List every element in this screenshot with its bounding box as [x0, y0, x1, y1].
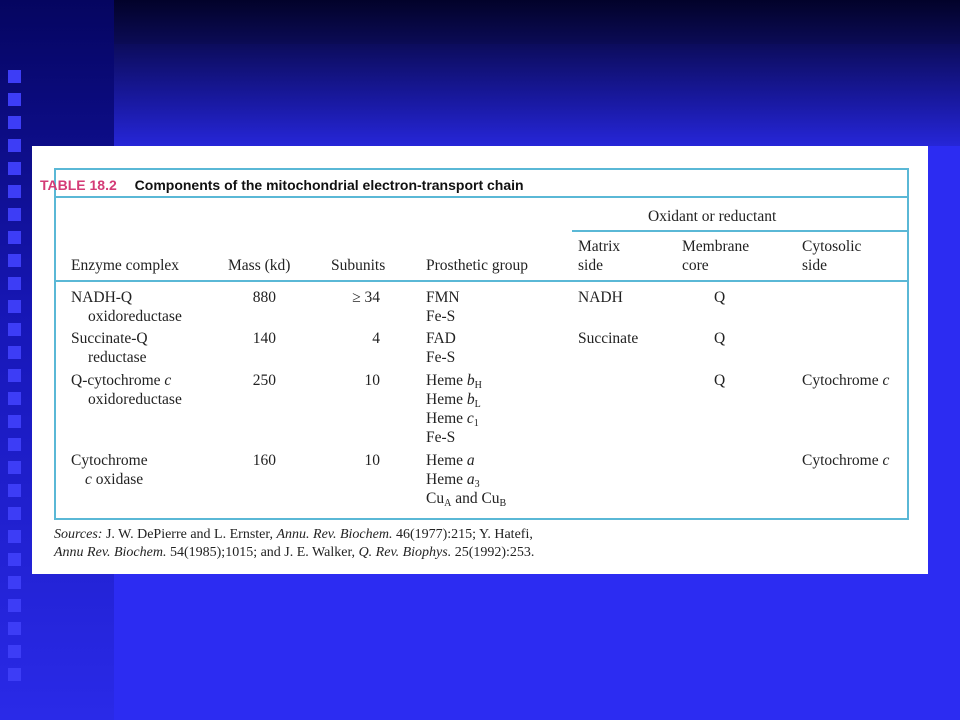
row4-prosthetic-3: $Cu_A$ and $Cu_B$	[426, 490, 507, 509]
decorative-square	[8, 162, 21, 175]
decorative-square	[8, 553, 21, 566]
header-enzyme: Enzyme complex	[71, 257, 180, 274]
decorative-square	[8, 461, 21, 474]
row3-cytosolic: Cytochrome c	[802, 372, 890, 389]
decorative-square	[8, 323, 21, 336]
row4-mass: 160	[252, 452, 276, 469]
row4-enzyme-line1: Cytochrome	[71, 452, 148, 469]
slide-background	[114, 44, 960, 146]
table-sources: Sources: J. W. DePierre and L. Ernster, Annu. Rev. Biochem. 46(1977):215; Y. Hatefi, Annu Rev. Biochem. 54(1985);1015; and J. E. Walker, Q. Rev. Biophys. 25(1992):253.	[54, 527, 535, 560]
row1-mass: 880	[252, 289, 276, 306]
header-prosthetic: Prosthetic group	[426, 257, 529, 274]
header-mass: Mass (kd)	[228, 257, 291, 274]
decorative-squares	[8, 70, 26, 691]
row4-enzyme-line2: c oxidase	[85, 471, 144, 488]
group-header: Oxidant or reductant	[648, 208, 777, 225]
row3-subunits: 10	[364, 372, 380, 389]
row1-prosthetic-2: Fe-S	[426, 308, 456, 325]
table-label: TABLE 18.2	[40, 177, 117, 193]
row4-prosthetic	[426, 451, 506, 508]
header-matrix-line1: Matrix	[578, 238, 621, 255]
row1-prosthetic	[426, 288, 460, 326]
decorative-square	[8, 438, 21, 451]
row3-membrane: Q	[714, 372, 726, 389]
header-cytosolic-line1: Cytosolic	[802, 238, 862, 255]
row3-prosthetic-3: Heme $c_1$	[426, 410, 479, 429]
row2-enzyme-line1: Succinate-Q	[71, 330, 148, 347]
row3-prosthetic	[426, 371, 482, 447]
rule-header	[54, 280, 909, 282]
row3-prosthetic-1: Heme $b_H$	[426, 372, 482, 391]
slide-top-band	[0, 0, 960, 44]
header-membrane	[682, 237, 749, 275]
row3-mass: 250	[252, 372, 276, 389]
header-membrane-line1: Membrane	[682, 238, 750, 255]
decorative-square	[8, 231, 21, 244]
header-cytosolic	[802, 237, 861, 275]
row2-enzyme-line2: reductase	[88, 349, 147, 366]
decorative-square	[8, 599, 21, 612]
row2-subunits: 4	[372, 330, 380, 347]
table-row	[71, 329, 148, 367]
decorative-square	[8, 346, 21, 359]
decorative-square	[8, 415, 21, 428]
table-row	[71, 451, 148, 489]
row2-mass: 140	[252, 330, 276, 347]
row4-prosthetic-1: Heme a	[426, 452, 475, 469]
header-matrix	[578, 237, 620, 275]
decorative-square	[8, 576, 21, 589]
row1-matrix: NADH	[578, 289, 623, 306]
row4-cytosolic: Cytochrome c	[802, 452, 890, 469]
header-matrix-line2: side	[578, 257, 603, 274]
row1-prosthetic-1: FMN	[426, 289, 460, 306]
decorative-square	[8, 254, 21, 267]
row2-prosthetic-2: Fe-S	[426, 349, 456, 366]
table-title: Components of the mitochondrial electron-transport chain	[134, 177, 524, 193]
row4-subunits: 10	[364, 452, 380, 469]
decorative-square	[8, 392, 21, 405]
row2-membrane: Q	[714, 330, 726, 347]
table-title-row	[40, 177, 524, 197]
decorative-square	[8, 507, 21, 520]
decorative-square	[8, 300, 21, 313]
decorative-square	[8, 70, 21, 83]
decorative-square	[8, 116, 21, 129]
row4-prosthetic-2: Heme $a_3$	[426, 471, 480, 490]
row3-enzyme-line2: oxidoreductase	[88, 391, 182, 408]
decorative-square	[8, 369, 21, 382]
decorative-square	[8, 645, 21, 658]
row3-prosthetic-2: Heme $b_L$	[426, 391, 481, 410]
row2-prosthetic	[426, 329, 456, 367]
table-row	[71, 371, 182, 409]
row3-prosthetic-4: Fe-S	[426, 429, 456, 446]
decorative-square	[8, 93, 21, 106]
decorative-square	[8, 277, 21, 290]
header-cytosolic-line2: side	[802, 257, 827, 274]
row1-enzyme-line2: oxidoreductase	[88, 308, 182, 325]
row2-prosthetic-1: FAD	[426, 330, 456, 347]
row2-matrix: Succinate	[578, 330, 639, 347]
header-subunits: Subunits	[331, 257, 386, 274]
row3-enzyme-line1: Q-cytochrome c	[71, 372, 172, 389]
decorative-square	[8, 622, 21, 635]
rule-top	[54, 196, 909, 198]
decorative-square	[8, 208, 21, 221]
decorative-square	[8, 668, 21, 681]
decorative-square	[8, 530, 21, 543]
rule-group	[572, 230, 909, 232]
table-row	[71, 288, 182, 326]
decorative-square	[8, 185, 21, 198]
row1-enzyme-line1: NADH-Q	[71, 289, 133, 306]
row1-subunits: ≥ 34	[352, 289, 380, 306]
decorative-square	[8, 139, 21, 152]
decorative-square	[8, 484, 21, 497]
header-membrane-line2: core	[682, 257, 709, 274]
row1-membrane: Q	[714, 289, 726, 306]
